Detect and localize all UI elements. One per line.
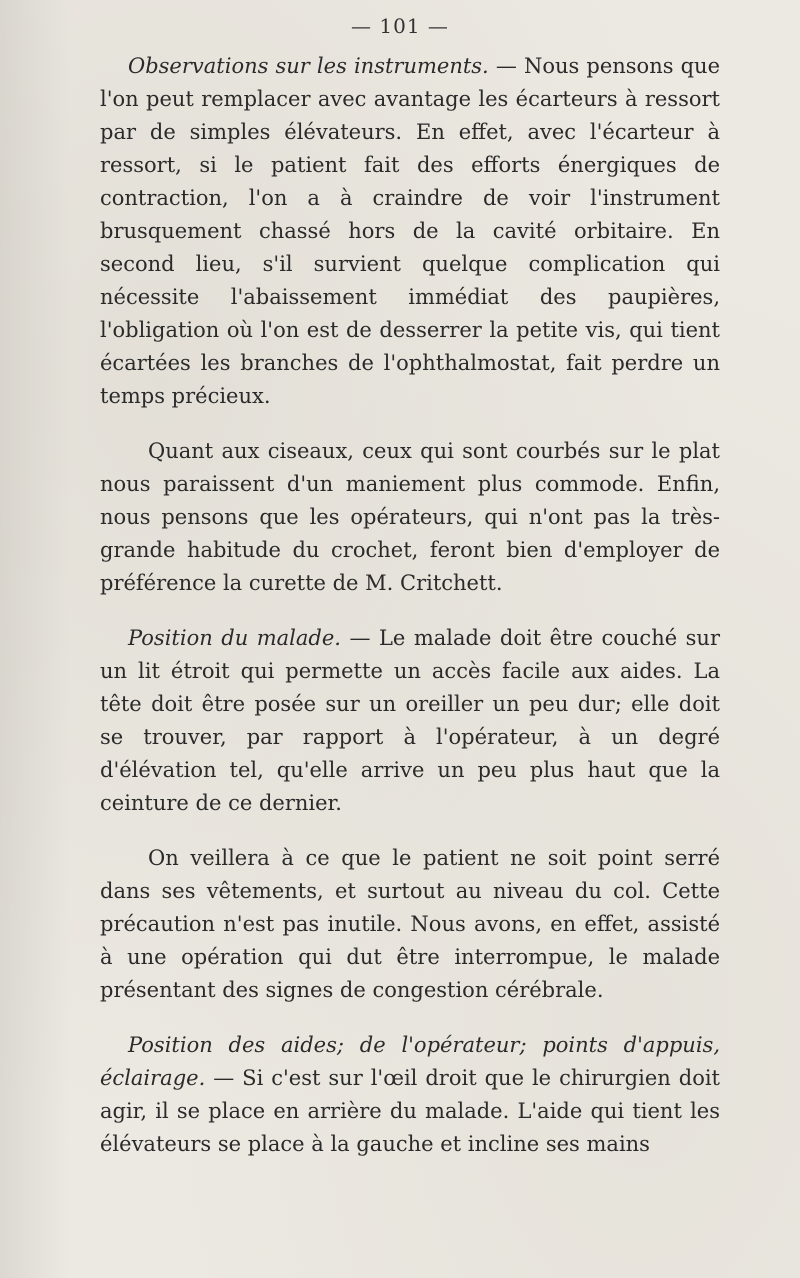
paragraph-position-aides — [100, 1029, 720, 1161]
paragraph-text: Quant aux ciseaux, ceux qui sont courbés sur le plat nous paraissent d'un maniement plus commode. Enfin, nous pensons que les opérateurs, qui n'ont pas la très-grande habitude du crochet, feront bien d'employer de préférence la curette de M. Critchett. — [100, 439, 720, 595]
page-number: — 101 — — [351, 14, 449, 38]
paragraph-text: — Le malade doit être couché sur un lit étroit qui permette un accès facile aux aides. La tête doit être posée sur un oreiller un peu dur; elle doit se trouver, par rapport à l'opérateur, à un degré d'élévation tel, qu'elle arrive un peu plus haut que la ceinture de ce dernier. — [100, 626, 720, 815]
paragraph-ciseaux — [100, 435, 720, 600]
paragraph-vetements — [100, 842, 720, 1007]
paragraph-observations-instruments — [100, 50, 720, 413]
paragraph-text: — Si c'est sur l'œil droit que le chirurgien doit agir, il se place en arrière du malade. L'aide qui tient les élévateurs se place à la gauche et incline ses mains — [100, 1066, 720, 1156]
paragraph-position-malade — [100, 622, 720, 820]
section-heading: Observations sur les instruments. — [128, 54, 489, 78]
page-gutter-shadow — [0, 0, 70, 1278]
body-text — [100, 50, 720, 1183]
section-heading: Position du malade. — [128, 626, 341, 650]
section-heading: Position des aides; de l'opérateur; points d'appuis, éclairage. — [100, 1033, 720, 1090]
paragraph-text: On veillera à ce que le patient ne soit point serré dans ses vêtements, et surtout au niveau du col. Cette précaution n'est pas inutile. Nous avons, en effet, assisté à une opération qui dut être interrompue, le malade présentant des signes de congestion cérébrale. — [100, 846, 720, 1002]
paragraph-text: — Nous pensons que l'on peut remplacer avec avantage les écarteurs à ressort par de simples élévateurs. En effet, avec l'écarteur à ressort, si le patient fait des efforts énergiques de contraction, l'on a à craindre de voir l'instrument brusquement chassé hors de la cavité orbitaire. En second lieu, s'il survient quelque complication qui nécessite l'abaissement immédiat des paupières, l'obligation où l'on est de desserrer la petite vis, qui tient écartées les branches de l'ophthalmostat, fait perdre un temps précieux. — [100, 54, 720, 408]
